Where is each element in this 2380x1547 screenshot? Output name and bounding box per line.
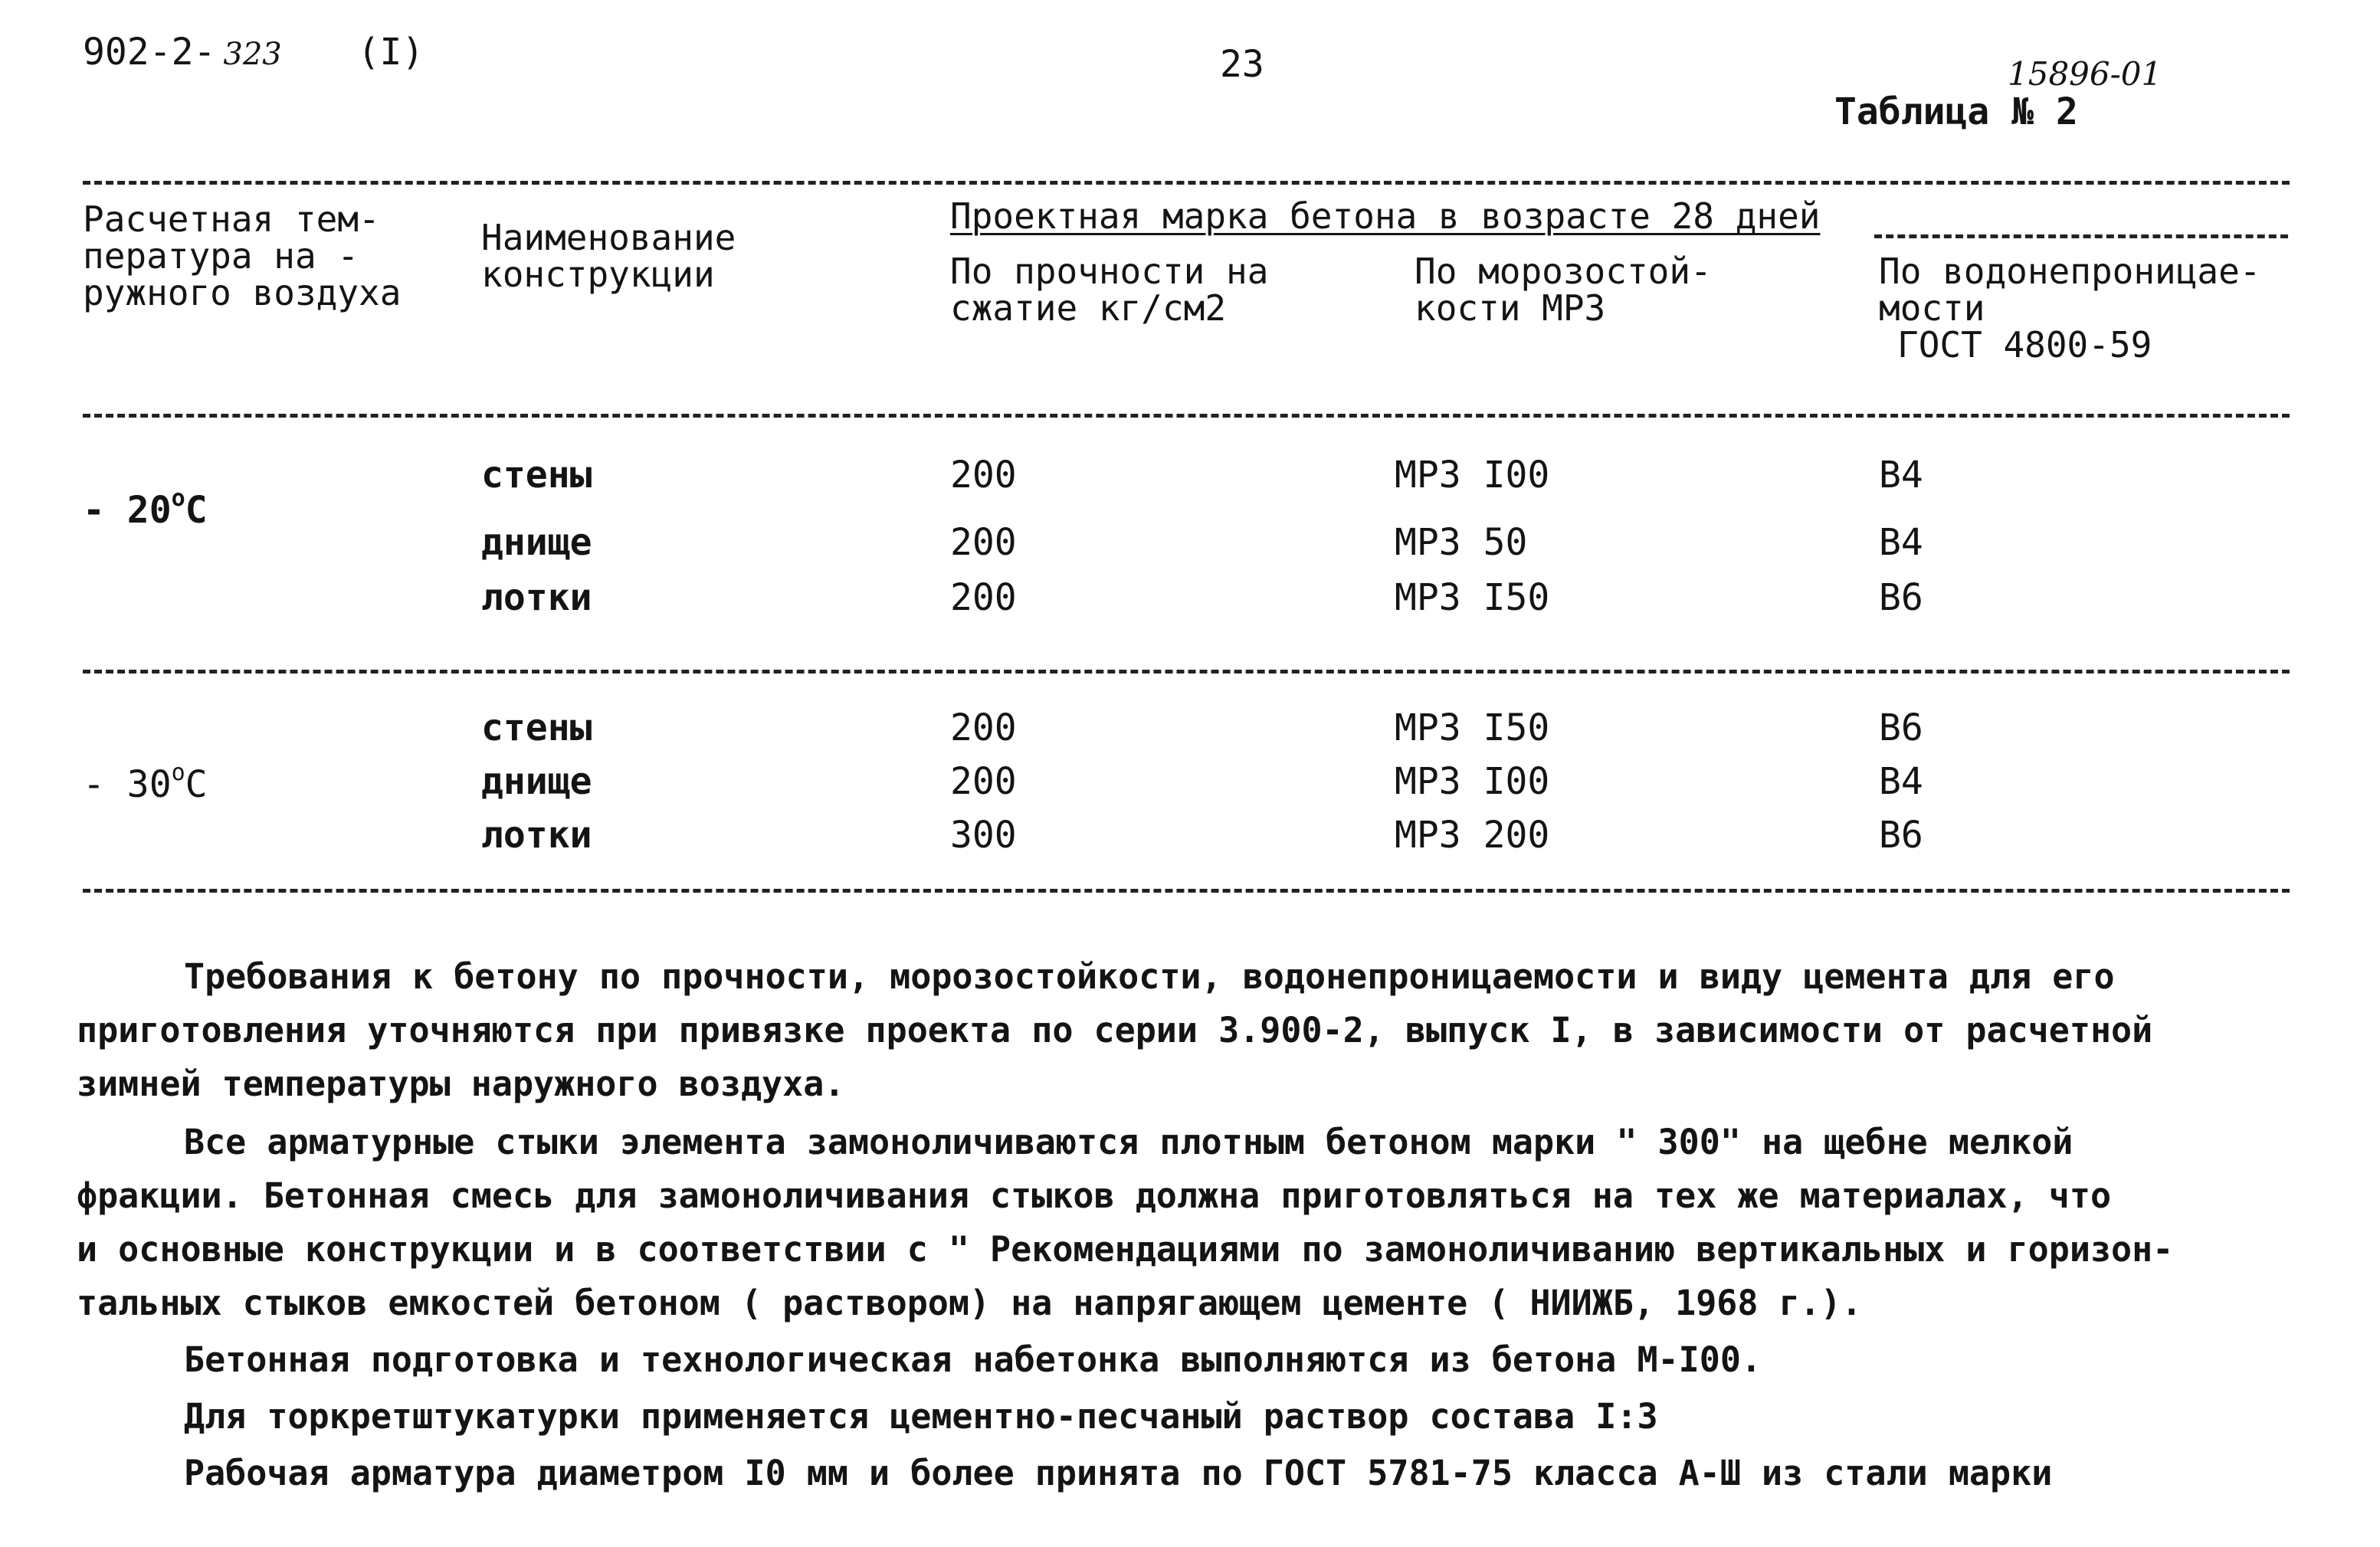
header-line: сжатие кг/см2 — [950, 287, 1227, 329]
paragraph-joint-grouting — [77, 1116, 2329, 1330]
paragraph-concrete-requirements — [77, 950, 2329, 1111]
document-code-printed: 902-2- — [83, 31, 216, 74]
construction-name: лотки — [481, 576, 592, 619]
paragraph-shotcrete — [77, 1390, 2329, 1444]
water-value: В6 — [1879, 814, 1923, 857]
table-header-rule — [83, 414, 2290, 418]
construction-name: стены — [481, 706, 592, 749]
frost-value: МРЗ 200 — [1395, 814, 1550, 857]
header-line: конструкции — [481, 254, 715, 295]
group-header-dash-extension — [1874, 234, 2288, 238]
strength-value: 300 — [950, 814, 1017, 857]
water-value: В6 — [1879, 706, 1923, 749]
temperature-minus-20 — [83, 485, 208, 532]
paragraph-line: фракции. Бетонная смесь для замоноличивания стыков должна приготовляться на тех же материалах, что — [77, 1175, 2112, 1216]
document-volume: (I) — [357, 31, 425, 74]
page-number: 23 — [1220, 43, 1264, 86]
header-line: По прочности на — [950, 251, 1269, 292]
paragraph-line: Бетонная подготовка и технологическая набетонка выполняются из бетона М-I00. — [184, 1339, 1762, 1380]
temperature-value: - 30 — [83, 763, 172, 806]
frost-value: МРЗ I50 — [1395, 706, 1550, 749]
strength-value: 200 — [950, 760, 1017, 803]
header-construction-name — [481, 219, 736, 293]
header-line: пература на - — [83, 235, 359, 277]
handwritten-stamp-number: 15896-01 — [2008, 55, 2162, 93]
construction-name: днище — [481, 760, 592, 803]
header-line: кости МРЗ — [1415, 287, 1606, 329]
paragraph-line: и основные конструкции и в соответствии с " Рекомендациями по замоноличиванию вертикальных и горизон- — [77, 1229, 2174, 1270]
header-line: ружного воздуха — [83, 272, 402, 313]
paragraph-line: тальных стыков емкостей бетоном ( раствором) на напрягающем цементе ( НИИЖБ, 1968 г.). — [77, 1283, 1862, 1323]
header-line: По морозостой- — [1415, 251, 1712, 292]
header-line: ГОСТ 4800-59 — [1897, 324, 2152, 365]
construction-name: стены — [481, 454, 592, 497]
document-code — [83, 31, 425, 74]
header-line: Расчетная тем- — [83, 198, 380, 240]
water-value: В6 — [1879, 576, 1923, 619]
paragraph-line: Рабочая арматура диаметром I0 мм и более принята по ГОСТ 5781-75 класса А-Ш из стали марки — [184, 1453, 2053, 1493]
header-water-tightness — [1879, 253, 2261, 363]
header-outdoor-temperature — [83, 198, 402, 313]
header-frost-resistance — [1415, 251, 1712, 329]
construction-name: лотки — [481, 814, 592, 857]
header-design-grade-group: Проектная марка бетона в возрасте 28 дней — [950, 195, 1821, 237]
paragraph-line: Все арматурные стыки элемента замоноличиваются плотным бетоном марки " 300" на щебне мелкой — [184, 1122, 2073, 1162]
water-value: В4 — [1879, 454, 1923, 497]
header-compressive-strength — [950, 251, 1269, 329]
table-bottom-rule — [83, 889, 2290, 893]
header-line: По водонепроницае- — [1879, 251, 2261, 292]
construction-name: днище — [481, 521, 592, 564]
group-separator-rule — [83, 670, 2290, 674]
header-line: мости — [1879, 287, 1985, 329]
paragraph-concrete-preparation — [77, 1333, 2329, 1387]
strength-value: 200 — [950, 454, 1017, 497]
header-line: Наименование — [481, 217, 736, 258]
strength-value: 200 — [950, 576, 1017, 619]
degree-sign: o — [171, 485, 185, 512]
paragraph-line: Требования к бетону по прочности, морозостойкости, водонепроницаемости и виду цемента для его — [184, 956, 2115, 997]
temperature-value: - 20 — [83, 489, 172, 532]
frost-value: МРЗ I50 — [1395, 576, 1550, 619]
table-label: Таблица № 2 — [1834, 90, 2078, 133]
frost-value: МРЗ 50 — [1395, 521, 1528, 564]
frost-value: МРЗ I00 — [1395, 454, 1550, 497]
water-value: В4 — [1879, 760, 1923, 803]
degree-sign: o — [171, 759, 185, 786]
paragraph-reinforcement — [77, 1447, 2329, 1500]
strength-value: 200 — [950, 521, 1017, 564]
table-top-rule — [83, 181, 2290, 185]
water-value: В4 — [1879, 521, 1923, 564]
temperature-minus-30 — [83, 759, 208, 806]
paragraph-line: приготовления уточняются при привязке проекта по серии 3.900-2, выпуск I, в зависимости от расчетной — [77, 1010, 2153, 1050]
document-code-handwritten: 323 — [223, 37, 282, 72]
strength-value: 200 — [950, 706, 1017, 749]
frost-value: МРЗ I00 — [1395, 760, 1550, 803]
paragraph-line: зимней температуры наружного воздуха. — [77, 1064, 845, 1104]
temperature-unit: С — [185, 489, 208, 532]
temperature-unit: С — [185, 763, 208, 806]
paragraph-line: Для торкретштукатурки применяется цементно-песчаный раствор состава I:3 — [184, 1396, 1658, 1437]
